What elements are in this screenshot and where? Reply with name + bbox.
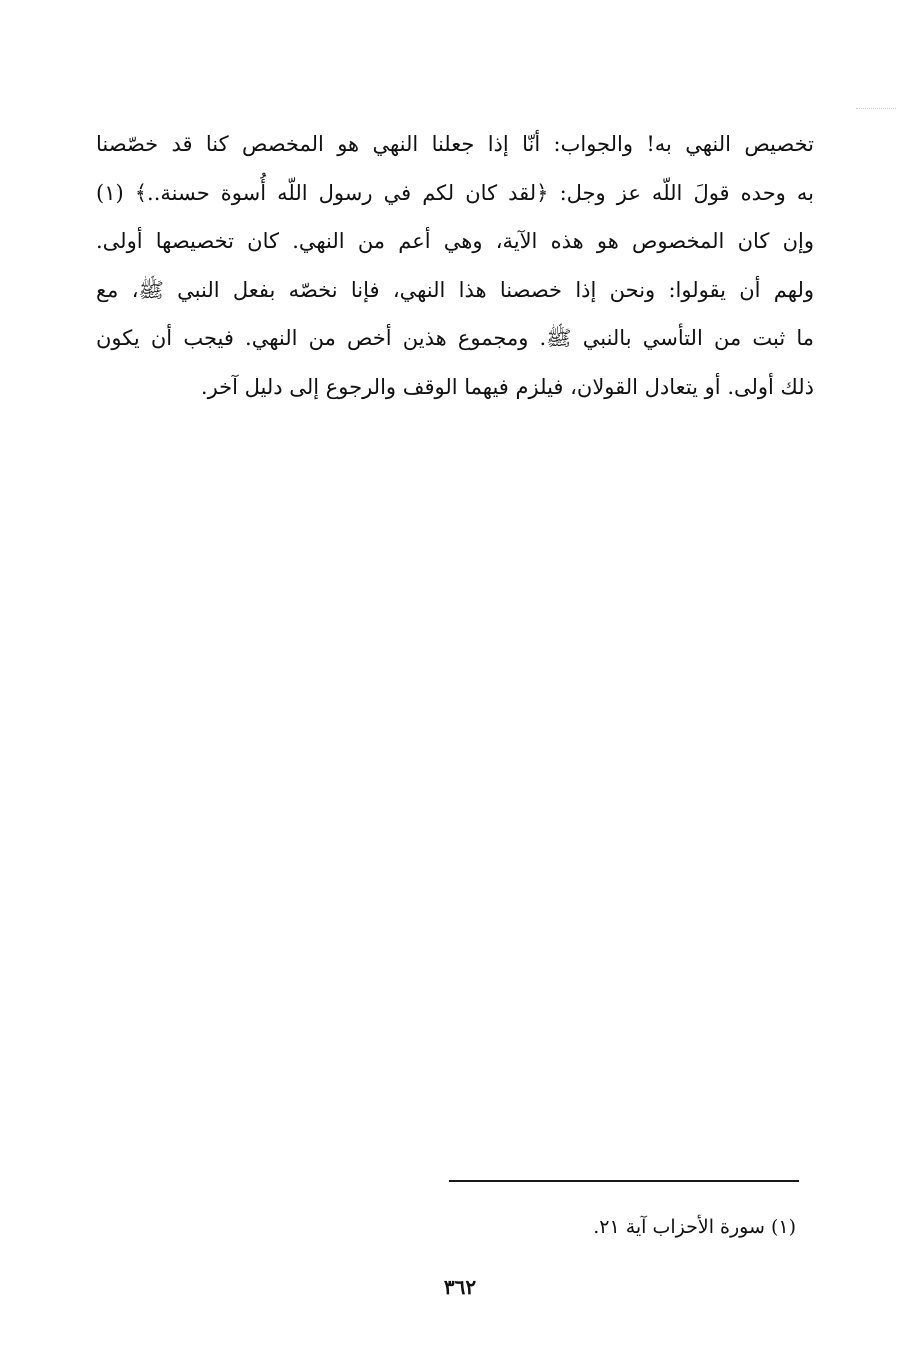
page-number: ٣٦٢ — [443, 1275, 477, 1299]
footnote-separator — [449, 1180, 799, 1182]
text-line-1: تخصيص النهي به! والجواب: أنّا إذا جعلنا النهي هو المخصص كنا قد خصّصنا — [96, 132, 814, 156]
text-line-6: ذلك أولى. أو يتعادل القولان، فيلزم فيهما الوقف والرجوع إلى دليل آخر. — [200, 374, 814, 399]
text-line-3: وإن كان المخصوص هو هذه الآية، وهي أعم من النهي. كان تخصيصها أولى. — [96, 229, 814, 253]
text-line-5: ما ثبت من التأسي بالنبي ﷺ. ومجموع هذين أخص من النهي. فيجب أن يكون — [96, 326, 814, 350]
scan-speck — [856, 108, 896, 109]
main-text — [96, 120, 814, 411]
text-line-2: به وحده قولَ اللّه عز وجل: ﴿لقد كان لكم في رسول اللّه أُسوة حسنة..﴾ (١) — [96, 180, 814, 205]
text-line-4: ولهم أن يقولوا: ونحن إذا خصصنا هذا النهي، فإنا نخصّه بفعل النبي ﷺ، مع — [96, 277, 814, 302]
footnote: (١) سورة الأحزاب آية ٢١. — [593, 1216, 796, 1238]
